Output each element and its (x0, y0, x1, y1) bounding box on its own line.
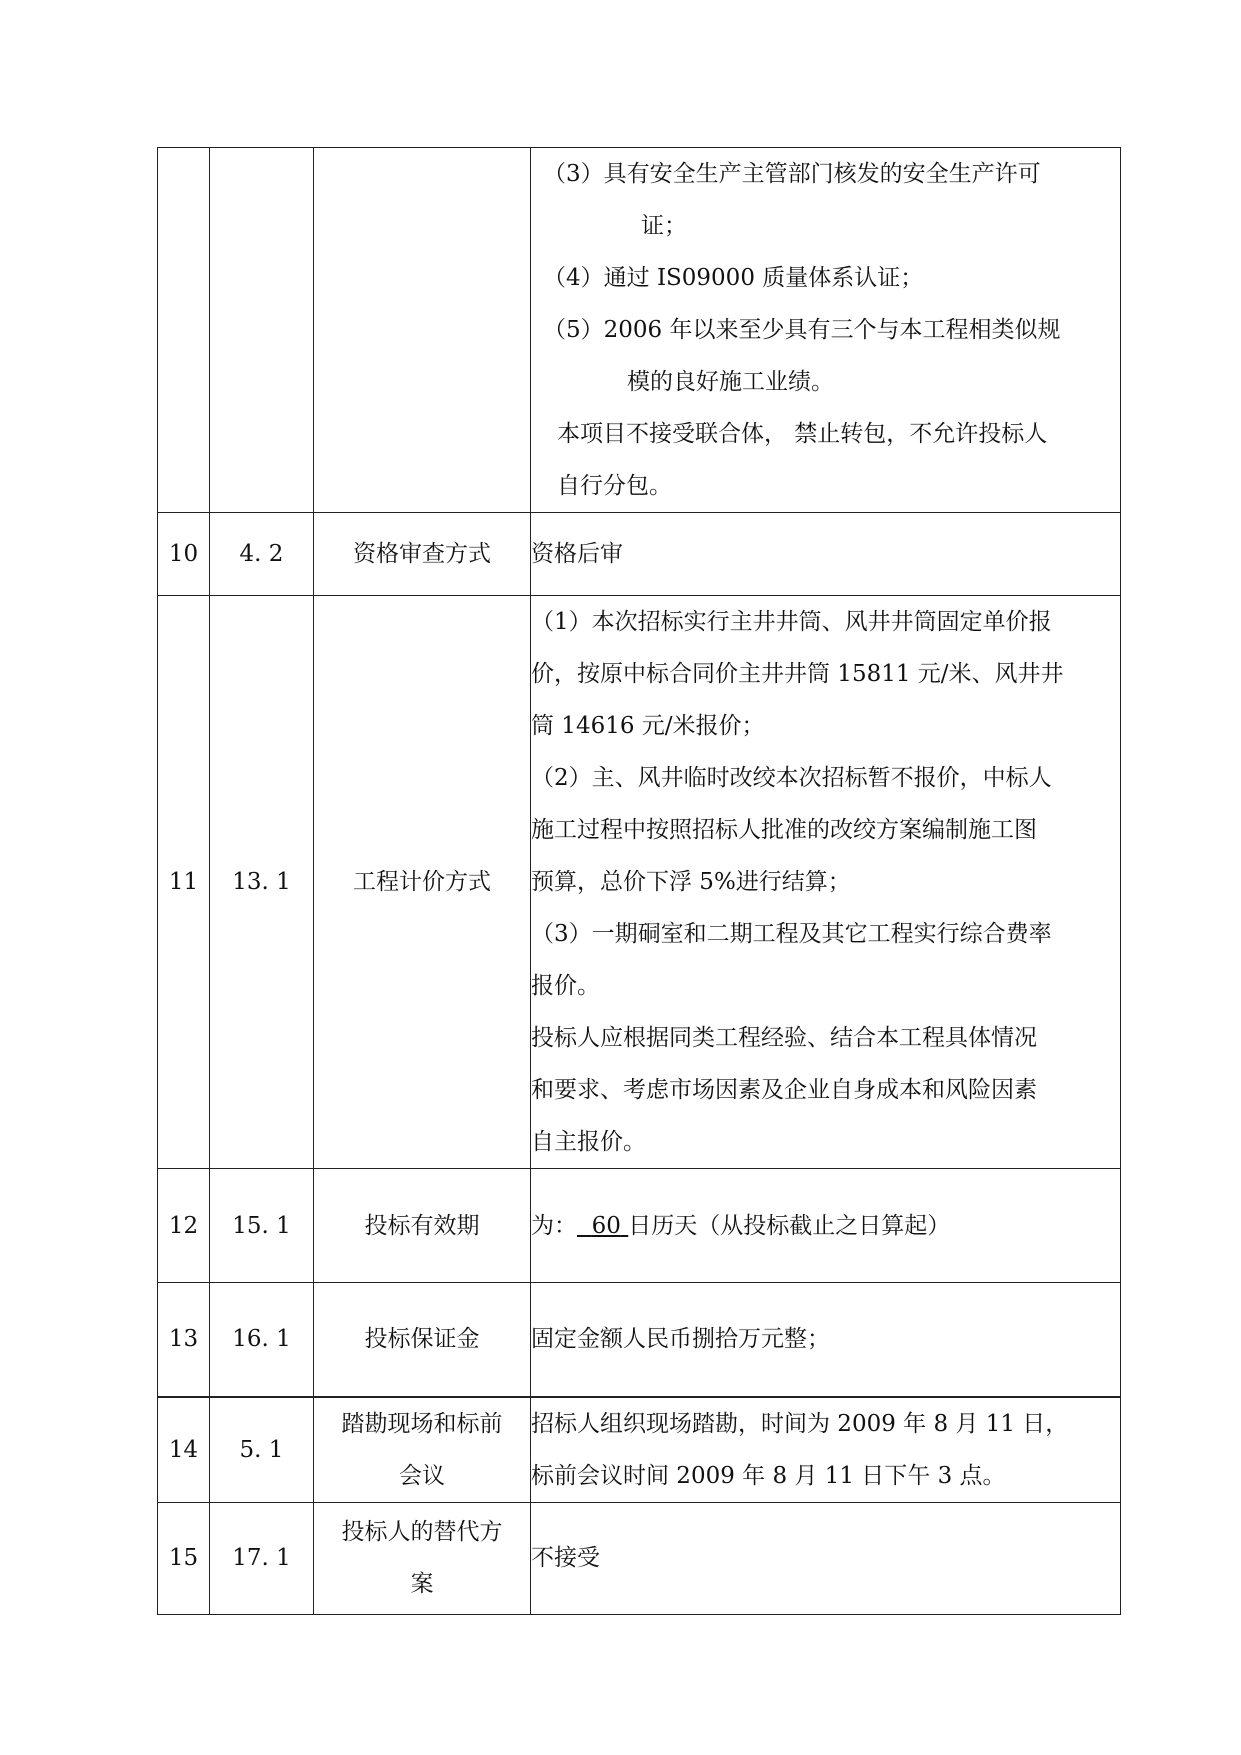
item-name-line: 踏勘现场和标前 (341, 1410, 503, 1437)
row-number: 12 (158, 1169, 210, 1283)
content-line: （2）主、风井临时改绞本次招标暂不报价，中标人 (531, 765, 1052, 791)
content-line: （4）通过 IS09000 质量体系认证； (543, 265, 924, 291)
content-line: 筒 14616 元/米报价； (531, 713, 765, 739)
content-line: 本项目不接受联合体， 禁止转包，不允许投标人 (557, 421, 1048, 447)
item-name-line: 投标人的替代方 (341, 1519, 503, 1545)
content-line: （3）一期硐室和二期工程及其它工程实行综合费率 (531, 921, 1052, 947)
clause-number: 17. 1 (210, 1502, 314, 1614)
table-row (158, 1283, 1121, 1397)
item-content: 资格后审 (531, 513, 1121, 596)
content-line: 投标人应根据同类工程经验、结合本工程具体情况 (531, 1025, 1037, 1051)
item-name-line: 会议 (399, 1462, 445, 1489)
item-content: 不接受 (531, 1502, 1121, 1614)
row-number: 11 (158, 596, 210, 1169)
content-line: 和要求、考虑市场因素及企业自身成本和风险因素 (531, 1077, 1037, 1103)
clause-number (210, 148, 314, 513)
table-row (158, 596, 1121, 1169)
item-content: 固定金额人民币捌拾万元整； (531, 1283, 1121, 1397)
item-name: 资格审查方式 (314, 513, 531, 596)
clause-number: 13. 1 (210, 596, 314, 1169)
row-number: 10 (158, 513, 210, 596)
item-name-line: 案 (410, 1571, 434, 1597)
bid-data-table (157, 147, 1121, 1615)
content-line: 施工过程中按照招标人批准的改绞方案编制施工图 (531, 817, 1037, 843)
item-name: 投标保证金 (314, 1283, 531, 1397)
content-line: 价，按原中标合同价主井井筒 15811 元/米、风井井 (531, 661, 1064, 687)
table-row (158, 1502, 1121, 1614)
content-line: 标前会议时间 2009 年 8 月 11 日下午 3 点。 (531, 1462, 1006, 1489)
table-row (158, 148, 1121, 513)
item-name: 投标有效期 (314, 1169, 531, 1283)
content-line: 报价。 (531, 973, 600, 999)
clause-number: 16. 1 (210, 1283, 314, 1397)
table-row (158, 513, 1121, 596)
validity-days-value: 60 (591, 1212, 621, 1239)
row-number (158, 148, 210, 513)
content-line: 预算，总价下浮 5%进行结算； (531, 869, 851, 895)
row-number: 13 (158, 1283, 210, 1397)
content-line: 自行分包。 (557, 473, 672, 499)
clause-number: 5. 1 (210, 1397, 314, 1503)
row-number: 14 (158, 1397, 210, 1503)
item-content (531, 1397, 1121, 1503)
table-row (158, 1397, 1121, 1503)
item-content (531, 1169, 1121, 1283)
item-content (531, 148, 1121, 513)
content-line: （1）本次招标实行主井井筒、风井井筒固定单价报 (531, 609, 1052, 635)
content-line: （5）2006 年以来至少具有三个与本工程相类似规 (543, 317, 1061, 343)
clause-number: 4. 2 (210, 513, 314, 596)
validity-suffix: 日历天（从投标截止之日算起） (628, 1212, 951, 1239)
item-name (314, 1502, 531, 1614)
content-line: （3）具有安全生产主管部门核发的安全生产许可 (543, 161, 1041, 187)
validity-prefix: 为： (531, 1212, 577, 1239)
validity-days (577, 1213, 628, 1239)
table-row (158, 1169, 1121, 1283)
item-content (531, 596, 1121, 1169)
content-line: 招标人组织现场踏勘，时间为 2009 年 8 月 11 日， (531, 1410, 1069, 1437)
item-name (314, 148, 531, 513)
content-line: 自主报价。 (531, 1129, 646, 1155)
row-number: 15 (158, 1502, 210, 1614)
item-name: 工程计价方式 (314, 596, 531, 1169)
clause-number: 15. 1 (210, 1169, 314, 1283)
content-line: 证； (641, 213, 687, 239)
item-name (314, 1397, 531, 1503)
content-line: 模的良好施工业绩。 (627, 369, 834, 395)
